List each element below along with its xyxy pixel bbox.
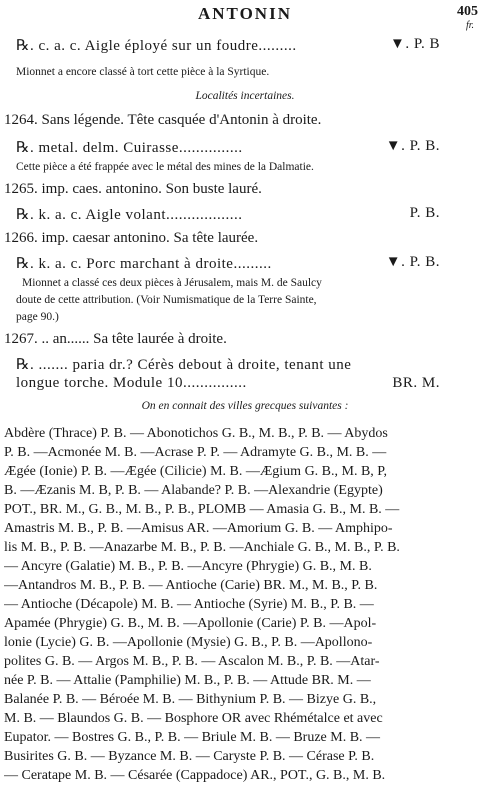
page-header	[0, 2, 490, 31]
entry-text: ℞. c. a. c. Aigle éployé sur un foudre.........	[16, 38, 297, 54]
list-line: —Antandros M. B., P. B. — Antioche (Carie) BR. M., M. B., P. B.	[4, 578, 378, 593]
entry-text: ℞. k. a. c. Aigle volant..................	[16, 207, 243, 223]
running-head: ANTONIN	[198, 4, 292, 23]
list-line: polites G. B. — Argos M. B., P. B. — Ascalon M. B., P. B. —Atar-	[4, 654, 380, 669]
list-line: née P. B. — Attalie (Pamphilie) M. B., P. B. — Attude BR. M. —	[4, 673, 371, 688]
entry-text: longue torche. Module 10...............	[16, 375, 247, 391]
entry-line: ℞. ....... paria dr.? Cérès debout à droite, tenant une	[16, 357, 352, 373]
entry-price: P. B.	[409, 205, 440, 221]
entry-line: 1267. .. an...... Sa tête laurée à droite.	[4, 331, 227, 347]
note-line: page 90.)	[16, 311, 59, 323]
list-line: Balanée P. B. — Béroée M. B. — Bithynium P. B. — Bizye G. B.,	[4, 692, 377, 707]
list-line: Ægée (Ionie) P. B. —Ægée (Cilicie) M. B. —Ægium G. B., M. B, P,	[4, 464, 388, 479]
entry-price: ▼. P. B.	[385, 138, 440, 154]
list-line: POT., BR. M., G. B., M. B., P. B., PLOMB — Amasia G. B., M. B. —	[4, 502, 400, 517]
section-heading: Localités incertaines.	[195, 90, 295, 102]
entry-text: ℞. k. a. c. Porc marchant à droite.........	[16, 256, 272, 272]
list-line: M. B. — Blaundos G. B. — Bosphore OR avec Rhémétalce et avec	[4, 711, 383, 726]
currency-mark: fr.	[465, 20, 474, 31]
list-line: — Ceratape M. B. — Césarée (Cappadoce) AR., POT., G. B., M. B.	[4, 768, 386, 783]
list-line: Abdère (Thrace) P. B. — Abonotichos G. B., M. B., P. B. — Abydos	[4, 426, 388, 441]
list-line: B. —Æzanis M. B, P. B. — Alabande? P. B. —Alexandrie (Egypte)	[4, 483, 383, 498]
list-line: — Antioche (Décapole) M. B. — Antioche (Syrie) M. B., P. B. —	[4, 597, 374, 612]
entry-line	[16, 254, 486, 273]
list-line: Busirites G. B. — Byzance M. B. — Caryste P. B. — Cérase P. B.	[4, 749, 375, 764]
entry-text: ℞. metal. delm. Cuirasse...............	[16, 140, 243, 156]
entry-line	[16, 138, 486, 157]
list-line: — Ancyre (Galatie) M. B., P. B. —Ancyre (Phrygie) G. B., M. B.	[4, 559, 372, 574]
list-line: Amastris M. B., P. B. —Amisus AR. —Amorium G. B. — Amphipo-	[4, 521, 393, 536]
note-line: Mionnet a encore classé à tort cette pièce à la Syrtique.	[16, 66, 270, 78]
list-line: lis M. B., P. B. —Anazarbe M. B., P. B. —Anchiale G. B., M. B., P. B.	[4, 540, 400, 555]
entry-price: ▼. P. B.	[385, 254, 440, 270]
list-line: Eupator. — Bostres G. B., P. B. — Briule M. B. — Bruze M. B. —	[4, 730, 381, 745]
list-line: lonie (Lycie) G. B. —Apollonie (Mysie) G. B., P. B. —Apollono-	[4, 635, 373, 650]
list-line: Apamée (Phrygie) G. B., M. B. —Apollonie (Carie) P. B. —Apol-	[4, 616, 377, 631]
entry-line: 1264. Sans légende. Tête casquée d'Antonin à droite.	[4, 112, 322, 128]
page-number: 405	[457, 4, 478, 19]
note-line: doute de cette attribution. (Voir Numismatique de la Terre Sainte,	[16, 294, 317, 306]
note-line: Cette pièce a été frappée avec le métal des mines de la Dalmatie.	[16, 161, 314, 173]
entry-price: ▼. P. B	[389, 36, 440, 52]
entry-line	[16, 375, 486, 392]
entry-line	[16, 36, 486, 55]
entry-line: 1266. imp. caesar antonino. Sa tête laurée.	[4, 230, 259, 246]
section-heading: On en connait des villes grecques suivantes :	[141, 400, 349, 412]
list-line: P. B. —Acmonée M. B. —Acrase P. P. — Adramyte G. B., M. B. —	[4, 445, 387, 460]
entry-line: 1265. imp. caes. antonino. Son buste lauré.	[4, 181, 262, 197]
entry-price: BR. M.	[392, 375, 440, 391]
note-line: Mionnet a classé ces deux pièces à Jérusalem, mais M. de Saulcy	[22, 277, 322, 289]
entry-line	[16, 205, 486, 224]
